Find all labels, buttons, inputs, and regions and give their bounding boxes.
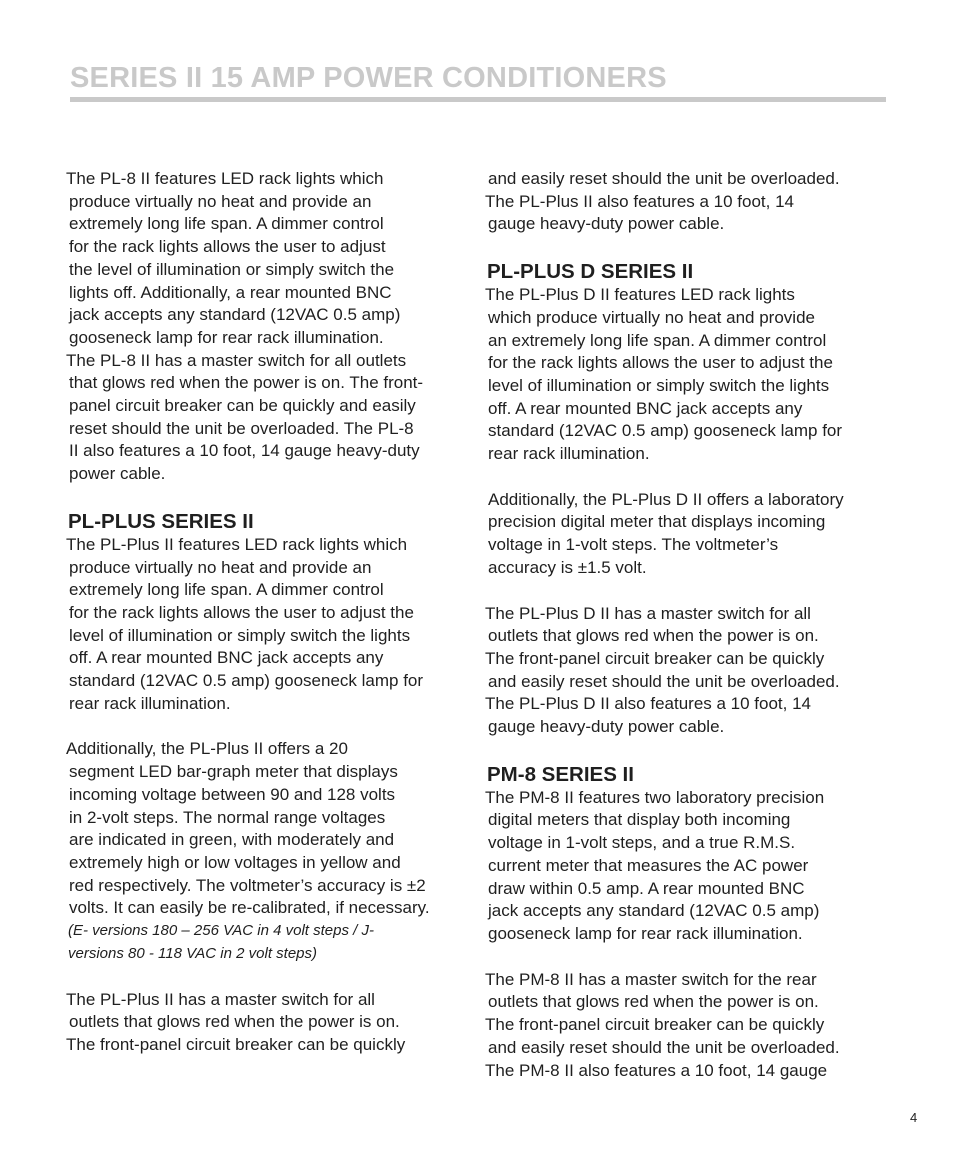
text-line: gooseneck lamp for rear rack illumination. [69, 327, 384, 347]
pm8-heading: PM-8 SERIES II [487, 762, 634, 786]
text-line: The PL-Plus II also features a 10 foot, 14 [485, 191, 795, 211]
left-column [66, 168, 474, 1057]
text-line: gooseneck lamp for rear rack illumination. [488, 923, 803, 943]
text-line: The PL-Plus II has a master switch for all [66, 989, 375, 1009]
text-line: produce virtually no heat and provide an [69, 191, 372, 211]
text-line: are indicated in green, with moderately and [69, 830, 395, 850]
text-line: extremely long life span. A dimmer control [69, 580, 384, 600]
plplusd-paragraph-1 [485, 284, 890, 466]
text-line: which produce virtually no heat and provide [488, 307, 815, 327]
text-line: current meter that measures the AC power [488, 855, 809, 875]
text-line: The PM-8 II has a master switch for the rear [485, 969, 817, 989]
text-line: jack accepts any standard (12VAC 0.5 amp) [69, 305, 401, 325]
text-line: The front-panel circuit breaker can be quickly [66, 1034, 406, 1054]
text-line: that glows red when the power is on. The front- [69, 373, 424, 393]
text-line: II also features a 10 foot, 14 gauge heavy-duty [69, 441, 420, 461]
pm8-paragraph-2 [485, 969, 890, 1083]
text-line: for the rack lights allows the user to adjust the [488, 353, 833, 373]
right-column [485, 168, 890, 1082]
plplusd-heading: PL-PLUS D SERIES II [487, 260, 694, 284]
text-line: outlets that glows red when the power is on. [69, 1012, 400, 1032]
text-line: The PL-Plus II features LED rack lights which [66, 534, 408, 554]
text-line: rear rack illumination. [69, 693, 231, 713]
pl8-intro-paragraph [66, 168, 474, 486]
text-line: gauge heavy-duty power cable. [488, 717, 725, 737]
text-line: incoming voltage between 90 and 128 volts [69, 784, 396, 804]
title-underline [70, 97, 886, 102]
text-line: off. A rear mounted BNC jack accepts any [69, 648, 384, 668]
plplus-paragraph-3 [66, 989, 474, 1057]
text-line: The PM-8 II also features a 10 foot, 14 gauge [485, 1060, 828, 1080]
text-line: accuracy is ±1.5 volt. [488, 557, 647, 577]
text-line: volts. It can easily be re-calibrated, if necessary. [69, 898, 430, 918]
text-line: jack accepts any standard (12VAC 0.5 amp) [488, 901, 820, 921]
text-line: voltage in 1-volt steps. The voltmeter’s [488, 535, 779, 555]
text-line: outlets that glows red when the power is on. [488, 626, 819, 646]
text-line: standard (12VAC 0.5 amp) gooseneck lamp for [69, 671, 424, 691]
text-line: level of illumination or simply switch the lights [69, 625, 411, 645]
plplus-paragraph-1 [66, 534, 474, 716]
text-line: power cable. [69, 464, 166, 484]
text-line: produce virtually no heat and provide an [69, 557, 372, 577]
text-line: off. A rear mounted BNC jack accepts any [488, 398, 803, 418]
text-line: and easily reset should the unit be overloaded. [488, 671, 840, 691]
plplus-paragraph-2 [66, 738, 474, 965]
text-line: draw within 0.5 amp. A rear mounted BNC [488, 878, 805, 898]
text-line: segment LED bar-graph meter that displays [69, 762, 398, 782]
pm8-paragraph-1 [485, 787, 890, 946]
text-line: for the rack lights allows the user to adjust [69, 237, 386, 257]
text-line: red respectively. The voltmeter’s accuracy is ±2 [69, 875, 426, 895]
text-line: The PL-Plus D II also features a 10 foot, 14 [485, 694, 812, 714]
text-line: an extremely long life span. A dimmer control [488, 330, 827, 350]
text-line: digital meters that display both incoming [488, 810, 791, 830]
text-line: The front-panel circuit breaker can be quickly [485, 1015, 825, 1035]
text-line: The PL-8 II features LED rack lights which [66, 169, 384, 188]
text-line: The PL-Plus D II features LED rack lights [485, 285, 795, 305]
text-line: for the rack lights allows the user to adjust the [69, 602, 414, 622]
text-line: and easily reset should the unit be overloaded. [488, 1037, 840, 1057]
text-line: extremely high or low voltages in yellow and [69, 852, 401, 872]
voltage-version-note: versions 80 - 118 VAC in 2 volt steps) [68, 944, 318, 962]
text-line: the level of illumination or simply switch the [69, 259, 395, 279]
text-line: precision digital meter that displays incoming [488, 512, 826, 532]
plplus-heading: PL-PLUS SERIES II [68, 509, 254, 533]
plplus-continued-paragraph [485, 168, 890, 236]
text-line: and easily reset should the unit be overloaded. [488, 169, 840, 188]
text-line: The PM-8 II features two laboratory precision [485, 787, 825, 807]
page-number: 4 [910, 1110, 918, 1125]
text-line: reset should the unit be overloaded. The PL-8 [69, 418, 414, 438]
text-line: The PL-8 II has a master switch for all outlets [66, 350, 407, 370]
page-title: SERIES II 15 AMP POWER CONDITIONERS [70, 62, 667, 94]
text-line: The front-panel circuit breaker can be quickly [485, 648, 825, 668]
text-line: gauge heavy-duty power cable. [488, 214, 725, 234]
text-line: panel circuit breaker can be quickly and easily [69, 396, 416, 416]
text-line: Additionally, the PL-Plus II offers a 20 [66, 739, 348, 759]
text-line: in 2-volt steps. The normal range voltages [69, 807, 386, 827]
plplusd-paragraph-3 [485, 603, 890, 739]
voltage-version-note: (E- versions 180 – 256 VAC in 4 volt steps / J- [68, 922, 374, 940]
text-line: voltage in 1-volt steps, and a true R.M.S. [488, 833, 796, 853]
text-line: Additionally, the PL-Plus D II offers a laboratory [488, 489, 844, 509]
text-line: level of illumination or simply switch the lights [488, 375, 830, 395]
text-line: outlets that glows red when the power is on. [488, 992, 819, 1012]
plplusd-paragraph-2 [485, 489, 890, 580]
text-line: lights off. Additionally, a rear mounted BNC [69, 282, 392, 302]
text-line: standard (12VAC 0.5 amp) gooseneck lamp for [488, 421, 843, 441]
text-line: extremely long life span. A dimmer control [69, 214, 384, 234]
text-line: The PL-Plus D II has a master switch for all [485, 603, 811, 623]
text-line: rear rack illumination. [488, 444, 650, 464]
